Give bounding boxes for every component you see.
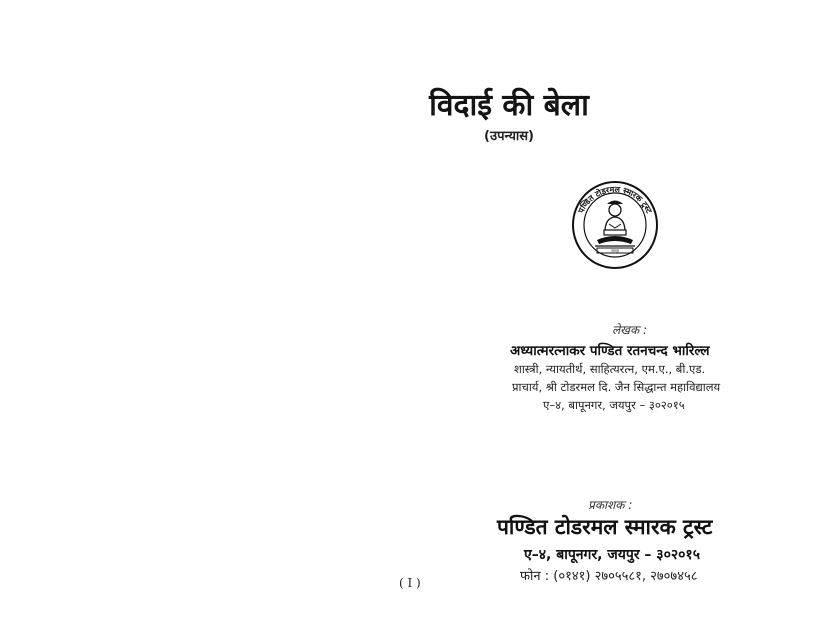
book-title: विदाई की बेला	[429, 88, 589, 123]
author-label: लेखक :	[612, 323, 648, 337]
publisher-address: ए–४, बापूनगर, जयपुर – ३०२०१५	[524, 547, 700, 563]
author-address: ए–४, बापूनगर, जयपुर – ३०२०१५	[543, 398, 685, 412]
seal-arc-text: पण्डित टोडरमल स्मारक ट्रस्ट	[576, 184, 654, 215]
seal-emblem-icon	[571, 180, 659, 270]
page-number: ( I )	[399, 576, 421, 590]
author-position: प्राचार्य, श्री टोडरमल दि. जैन सिद्धान्त महाविद्यालय	[512, 380, 721, 394]
author-name: अध्यात्मरत्नाकर पण्डित रतनचन्द भारिल्ल	[510, 343, 710, 359]
publisher-phone: फोन : (०१४१) २७०५५८१, २७०७४५८	[520, 569, 698, 584]
publisher-label: प्रकाशक :	[588, 498, 633, 512]
publisher-name: पण्डित टोडरमल स्मारक ट्रस्ट	[497, 515, 713, 539]
svg-text:पण्डित टोडरमल स्मारक ट्रस्ट	[576, 185, 654, 216]
author-qualifications: शास्त्री, न्यायतीर्थ, साहित्यरत्न, एम.ए., बी.एड.	[514, 362, 706, 376]
trust-seal-logo	[571, 180, 659, 270]
seal-bottom-text: जयपुर	[610, 249, 620, 253]
book-subtitle: (उपन्यास)	[484, 129, 534, 144]
